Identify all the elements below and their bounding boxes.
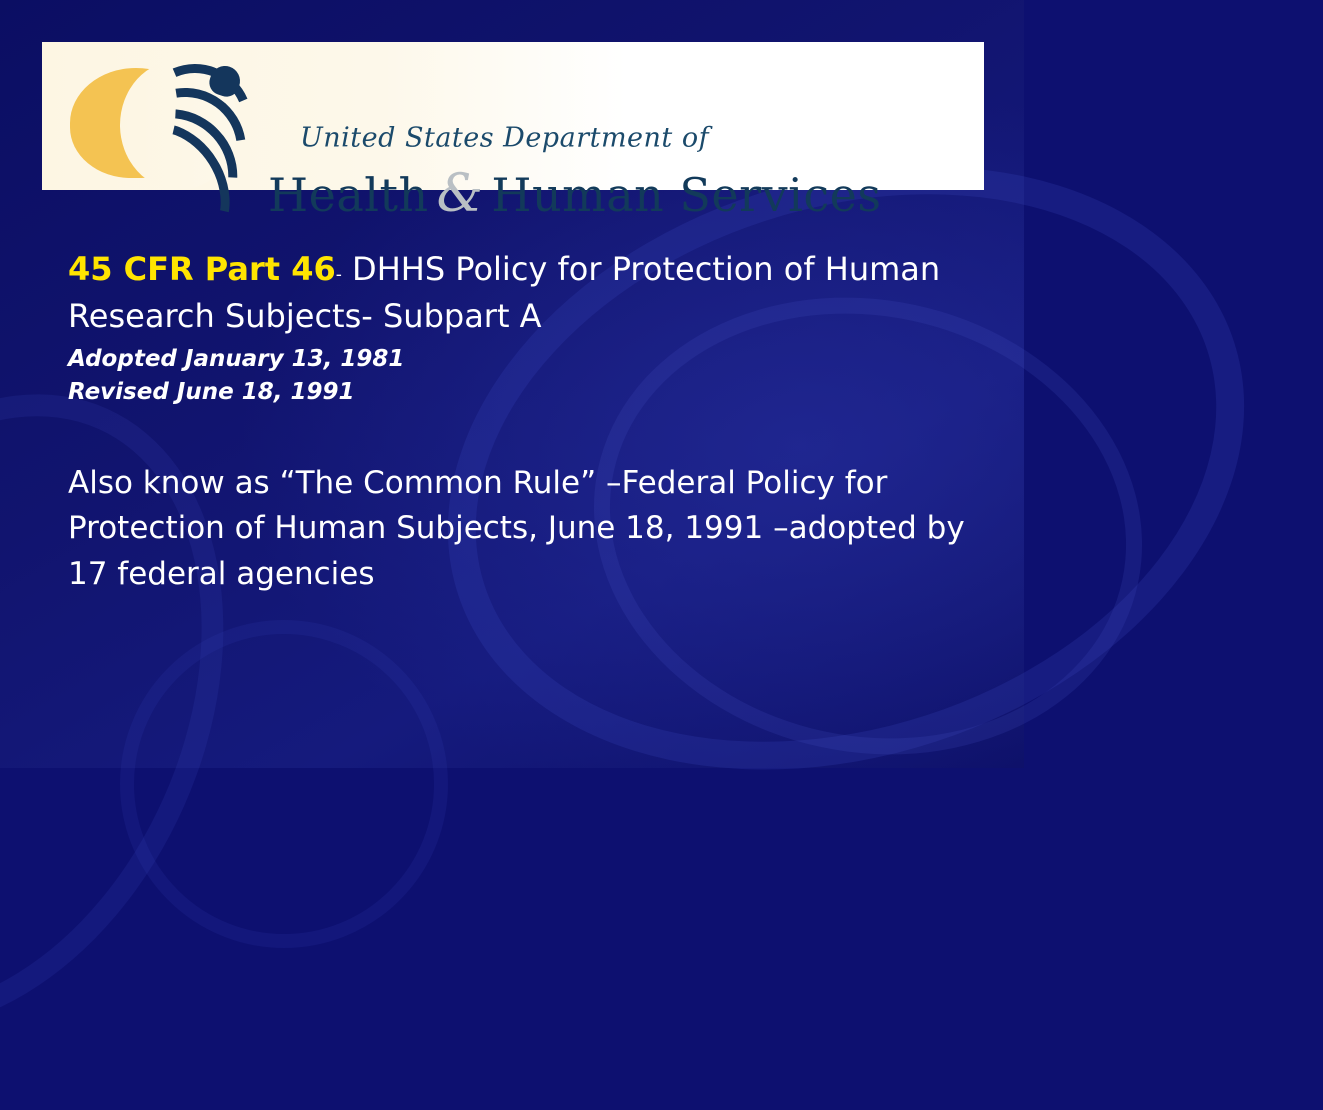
slide-content [68, 246, 968, 628]
headline-dash: - [335, 265, 342, 285]
headline [68, 246, 968, 339]
logo-word-human-services: Human Services [491, 168, 882, 222]
regulation-citation: 45 CFR Part 46 [68, 250, 336, 288]
headline-rest: DHHS Policy for Protection of Human Research Subjects- Subpart A [68, 250, 941, 335]
logo-title-line1: United States Department of [300, 122, 710, 154]
background-swirl-decoration [120, 620, 448, 948]
hhs-logo-banner [42, 42, 984, 224]
adoption-dates [68, 343, 968, 408]
logo-word-health: Health [268, 168, 429, 222]
common-rule-paragraph: Also know as “The Common Rule” –Federal Policy for Protection of Human Subjects, June 18, 1991 –adopted by 17 federal agencies [68, 464, 965, 592]
ampersand-icon: & [436, 164, 484, 224]
date-revised: Revised June 18, 1991 [68, 379, 355, 406]
date-adopted: Adopted January 13, 1981 [68, 346, 405, 373]
logo-title-line2 [268, 164, 881, 224]
